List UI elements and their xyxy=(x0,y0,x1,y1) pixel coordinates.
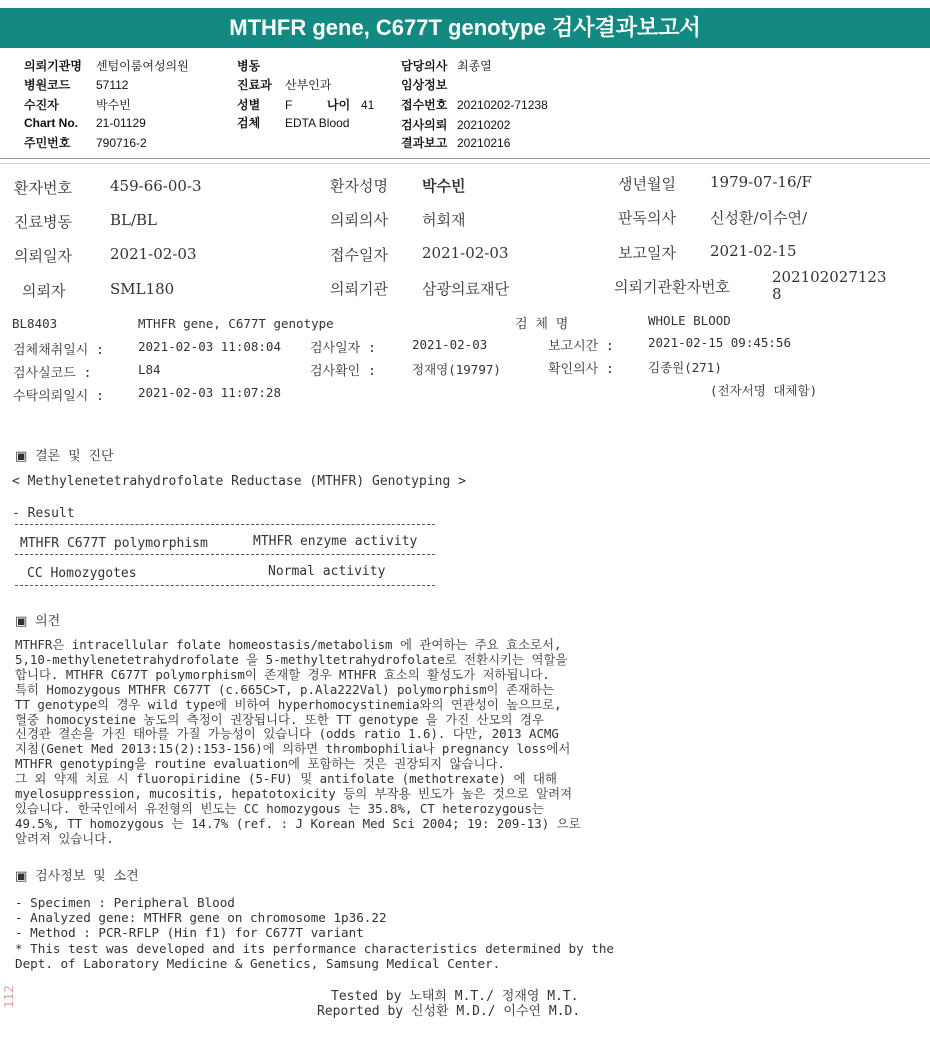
value-report-date: 2021-02-15 xyxy=(710,242,797,260)
reported-by: Reported by 신성환 M.D./ 이수연 M.D. xyxy=(317,1004,581,1019)
header-row: 병동 xyxy=(237,59,261,73)
label-specimen: 검 체 명 xyxy=(515,317,569,332)
label-reading-doctor: 판독의사 xyxy=(618,209,676,227)
conclusion-subject: < Methylenetetrahydrofolate Reductase (MTHFR) Genotyping > xyxy=(12,474,466,489)
value-lab-code: L84 xyxy=(138,362,161,377)
value-receipt-date: 2021-02-03 xyxy=(422,244,509,262)
value-collect-time: 2021-02-03 11:08:04 xyxy=(138,339,281,354)
label-report-date: 보고일자 xyxy=(618,244,676,262)
header-row: 성별 F xyxy=(237,98,293,112)
result-genotype: CC Homozygotes xyxy=(27,566,137,581)
label-receipt-date: 접수일자 xyxy=(330,246,388,264)
label-report-time: 보고시간 : xyxy=(548,339,614,354)
conclusion-heading: ▣ 결론 및 진단 xyxy=(15,449,114,464)
info-text xyxy=(15,895,614,971)
value-patient-name: 박수빈 xyxy=(422,177,466,195)
value-consign-time: 2021-02-03 11:07:28 xyxy=(138,385,281,400)
label-ward: 진료병동 xyxy=(14,213,72,231)
opinion-line: 그 외 약제 치료 시 fluoropiridine (5-FU) 및 antifolate (methotrexate) 에 대해 xyxy=(15,771,557,787)
value-institution-patient-no: 202102027123 xyxy=(772,268,887,286)
dashed-rule xyxy=(15,554,435,555)
label-consign-time: 수탁의뢰일시 : xyxy=(13,389,105,404)
info-heading: ▣ 검사정보 및 소견 xyxy=(15,869,139,884)
result-col-header-activity: MTHFR enzyme activity xyxy=(253,534,418,549)
header-row: 담당의사 최종열 xyxy=(401,59,492,73)
label-test-confirm: 검사확인 : xyxy=(310,364,376,379)
result-activity: Normal activity xyxy=(268,564,386,579)
value-report-time: 2021-02-15 09:45:56 xyxy=(648,335,791,350)
opinion-line: 합니다. MTHFR C677T polymorphism이 존재할 경우 MTHFR 효소의 활성도가 저하됩니다. xyxy=(15,666,550,682)
opinion-text xyxy=(15,638,581,847)
value-test-date: 2021-02-03 xyxy=(412,337,488,352)
value-reading-doctor: 신성환/이수연/ xyxy=(710,209,808,227)
label-request-date: 의뢰일자 xyxy=(14,247,72,265)
opinion-line: 알려져 있습니다. xyxy=(15,830,114,846)
label-patient-no: 환자번호 xyxy=(14,179,72,197)
value-patient-no: 459-66-00-3 xyxy=(110,177,202,195)
divider xyxy=(0,158,930,159)
header-row: 병원코드 57112 xyxy=(24,78,129,92)
dashed-rule xyxy=(15,585,435,586)
label-collect-time: 검체채취일시 : xyxy=(13,343,105,358)
result-label: - Result xyxy=(12,506,75,521)
label-birthdate: 생년월일 xyxy=(618,175,676,193)
opinion-line: 혈중 homocysteine 농도의 측정이 권장됩니다. 또한 TT genotype 을 가진 산모의 경우 xyxy=(15,711,544,727)
header-age: 나이 41 xyxy=(327,98,375,112)
value-birthdate: 1979-07-16/F xyxy=(710,173,812,191)
result-col-header-polymorphism: MTHFR C677T polymorphism xyxy=(20,536,208,551)
header-row: 의뢰기관명 센텀이룸여성의원 xyxy=(24,59,189,73)
opinion-line: 특히 Homozygous MTHFR C677T (c.665C>T, p.Ala222Val) polymorphism이 존재하는 xyxy=(15,681,554,697)
info-line: - Analyzed gene: MTHFR gene on chromosome 1p36.22 xyxy=(15,910,387,926)
side-mark: 112 xyxy=(2,985,16,1008)
tested-by: Tested by 노태희 M.T./ 정재영 M.T. xyxy=(331,989,579,1004)
value-institution-patient-no-cont: 8 xyxy=(772,285,782,303)
label-referring-institution: 의뢰기관 xyxy=(330,280,388,298)
info-line: * This test was developed and its performance characteristics determined by the xyxy=(15,940,614,956)
info-line: - Specimen : Peripheral Blood xyxy=(15,895,235,910)
value-request-date: 2021-02-03 xyxy=(110,245,197,263)
square-bullet-icon: ▣ xyxy=(15,869,28,884)
info-line: Dept. of Laboratory Medicine & Genetics, Samsung Medical Center. xyxy=(15,955,501,971)
header-row: 진료과 산부인과 xyxy=(237,78,332,92)
value-ward: BL/BL xyxy=(110,211,158,229)
info-line: - Method : PCR-RFLP (Hin f1) for C677T variant xyxy=(15,925,364,941)
value-requester: SML180 xyxy=(110,280,175,298)
header-row: 수진자 박수빈 xyxy=(24,98,131,112)
value-confirm-doctor: 김종원(271) xyxy=(648,360,722,375)
header-row: 결과보고 20210216 xyxy=(401,136,511,150)
opinion-heading: ▣ 의견 xyxy=(15,614,61,629)
opinion-line: 있습니다. 한국인에서 유전형의 빈도는 CC homozygous 는 35.8%, CT heterozygous는 xyxy=(15,800,544,816)
test-code: BL8403 xyxy=(12,316,58,331)
dashed-rule xyxy=(15,524,435,525)
opinion-line: 지침(Genet Med 2013:15(2):153-156)에 의하면 thrombophilia나 pregnancy loss에서 xyxy=(15,741,571,757)
label-confirm-doctor: 확인의사 : xyxy=(548,362,614,377)
report-title: MTHFR gene, C677T genotype 검사결과보고서 xyxy=(0,8,930,48)
opinion-line: TT genotype의 경우 wild type에 비하여 hyperhomocystinemia와의 연관성이 높으므로, xyxy=(15,696,562,712)
header-row: 검체 EDTA Blood xyxy=(237,116,350,130)
divider xyxy=(0,163,930,164)
value-referring-institution: 삼광의료재단 xyxy=(422,280,509,298)
label-patient-name: 환자성명 xyxy=(330,177,388,195)
header-row: 주민번호 790716-2 xyxy=(24,136,147,150)
value-test-confirm: 정재영(19797) xyxy=(412,362,501,377)
test-name: MTHFR gene, C677T genotype xyxy=(138,316,334,331)
label-referring-doctor: 의뢰의사 xyxy=(330,211,388,229)
value-specimen: WHOLE BLOOD xyxy=(648,313,731,328)
square-bullet-icon: ▣ xyxy=(15,614,28,629)
opinion-line: 49.5%, TT homozygous 는 14.7% (ref. : J Korean Med Sci 2004; 19: 209-13) 으로 xyxy=(15,815,581,831)
opinion-line: MTHFR은 intracellular folate homeostasis/metabolism 에 관여하는 주요 효소로서, xyxy=(15,637,562,652)
header-row: 접수번호 20210202-71238 xyxy=(401,98,548,112)
label-requester: 의뢰자 xyxy=(22,282,66,300)
opinion-line: 신경관 결손을 가진 태아를 가질 가능성이 있습니다 (odds ratio 1.6). 다만, 2013 ACMG xyxy=(15,726,559,742)
value-referring-doctor: 허회재 xyxy=(422,211,466,229)
label-lab-code: 검사실코드 : xyxy=(13,366,92,381)
opinion-line: 5,10-methylenetetrahydrofolate 을 5-methyltetrahydrofolate로 전환시키는 역할을 xyxy=(15,651,568,667)
label-institution-patient-no: 의뢰기관환자번호 xyxy=(614,278,730,296)
opinion-line: MTHFR genotyping을 routine evaluation에 포함하는 것은 권장되지 않습니다. xyxy=(15,756,505,772)
header-row: 임상정보 xyxy=(401,78,448,92)
esign-note: (전자서명 대체함) xyxy=(710,383,818,398)
opinion-line: myelosuppression, mucositis, hepatotoxicity 등의 부작용 빈도가 높은 것으로 알려져 xyxy=(15,786,573,802)
header-row: Chart No. 21-01129 xyxy=(24,116,146,130)
label-test-date: 검사일자 : xyxy=(310,341,376,356)
square-bullet-icon: ▣ xyxy=(15,449,28,464)
header-row: 검사의뢰 20210202 xyxy=(401,118,511,132)
